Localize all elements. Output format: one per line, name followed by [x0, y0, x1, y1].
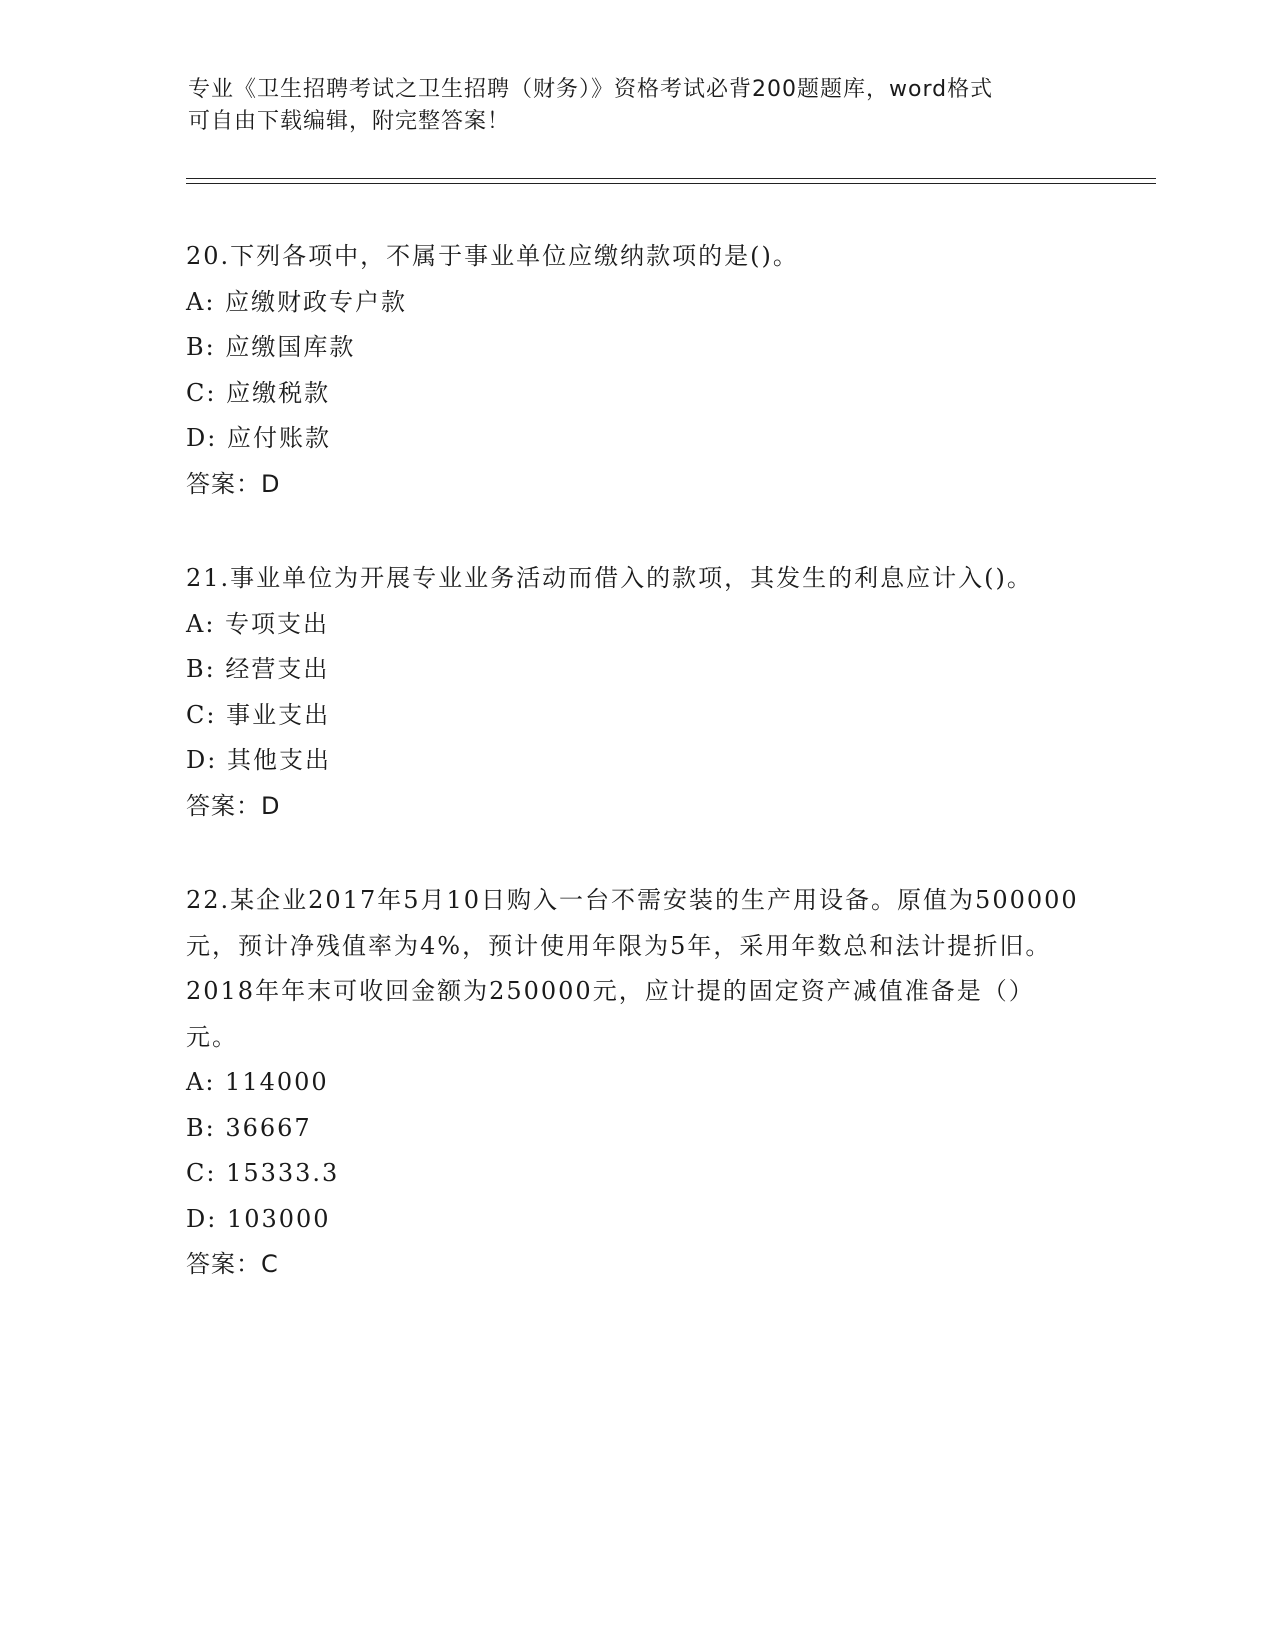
option-a: A: 114000 — [186, 1068, 329, 1096]
option-b: B: 经营支出 — [186, 655, 330, 683]
option-c: C: 事业支出 — [186, 700, 331, 729]
option-a: A: 专项支出 — [186, 609, 330, 638]
answer-line: 答案：D — [186, 791, 281, 820]
question-20 — [186, 234, 1086, 507]
header-title-line-2: 可自由下载编辑，附完整答案！ — [188, 109, 511, 134]
answer-line: 答案：D — [186, 469, 281, 498]
question-stem: 21.事业单位为开展专业业务活动而借入的款项，其发生的利息应计入()。 — [186, 564, 1033, 592]
option-b: B: 应缴国库款 — [186, 333, 356, 361]
option-d: D: 其他支出 — [186, 746, 331, 774]
question-22 — [186, 878, 1086, 1288]
question-list — [186, 234, 1086, 1337]
option-d: D: 应付账款 — [186, 424, 331, 452]
question-21 — [186, 556, 1086, 829]
header-divider — [186, 178, 1156, 184]
option-c: C: 15333.3 — [186, 1159, 340, 1187]
option-b: B: 36667 — [186, 1113, 312, 1142]
option-a: A: 应缴财政专户款 — [186, 287, 408, 316]
answer-line: 答案：C — [186, 1250, 279, 1278]
header-title-line-1: 专业《卫生招聘考试之卫生招聘（财务）》资格考试必背200题题库，word格式 — [188, 77, 994, 102]
question-stem: 20.下列各项中，不属于事业单位应缴纳款项的是()。 — [186, 242, 799, 270]
option-d: D: 103000 — [186, 1204, 331, 1233]
question-stem: 22.某企业2017年5月10日购入一台不需安装的生产用设备。原值为500000元，预计净残值率为4%，预计使用年限为5年，采用年数总和法计提折旧。2018年年末可收回金额为250000元，应计提的固定资产减值准备是（）元。 — [186, 886, 1079, 1051]
option-c: C: 应缴税款 — [186, 378, 331, 407]
document-header — [188, 74, 1088, 138]
